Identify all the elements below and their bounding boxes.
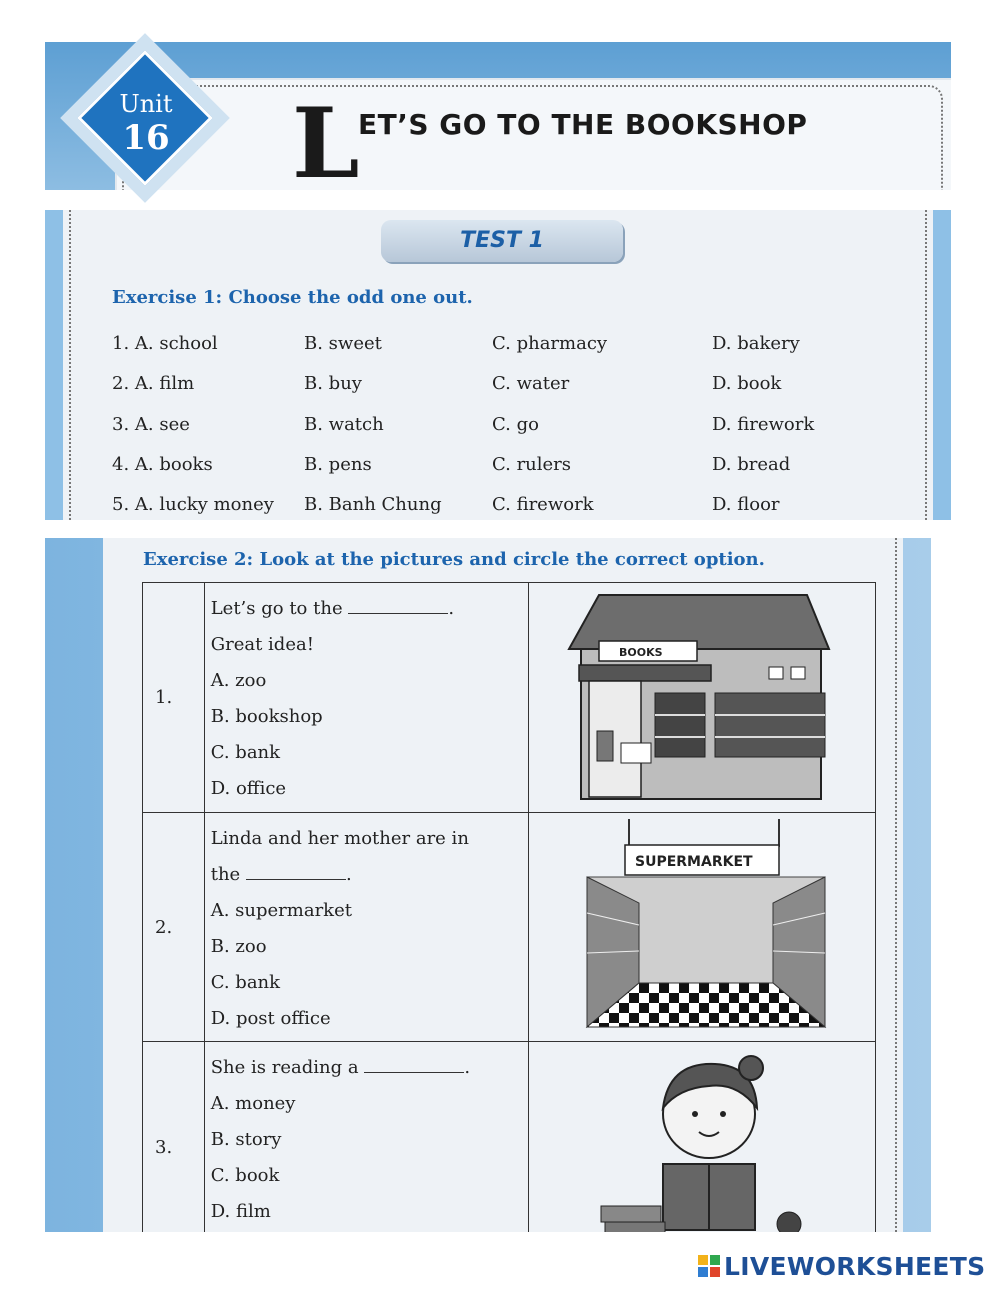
ex1-q3-option-c: C. go — [492, 414, 539, 435]
supermarket-sign-text: SUPERMARKET — [634, 854, 753, 870]
question-text — [204, 813, 528, 1042]
test-label: TEST 1 — [381, 220, 623, 262]
title-initial: L — [292, 87, 360, 200]
liveworksheets-logo-icon — [698, 1253, 722, 1279]
answer-blank[interactable] — [246, 864, 346, 880]
ex1-q1-option-d: D. bakery — [712, 333, 800, 354]
ex1-q2-option-d: D. book — [712, 373, 782, 394]
ex1-q4-option-a: 4. A. books — [112, 454, 213, 475]
ex1-q1-option-b: B. sweet — [304, 333, 382, 354]
prompt-end: . — [464, 1057, 471, 1078]
option-d[interactable]: D. office — [210, 778, 287, 799]
bookshelf-right — [715, 693, 825, 757]
ex1-q2-option-a: 2. A. film — [112, 373, 195, 394]
ex1-q2-option-b: B. buy — [304, 373, 362, 394]
option-b[interactable]: B. story — [210, 1129, 282, 1150]
reading-girl-picture-cell — [528, 1042, 875, 1254]
prompt-end: . — [448, 598, 455, 619]
bookshop-picture-cell — [528, 583, 875, 813]
option-c[interactable]: C. bank — [210, 742, 281, 763]
ex1-q5-option-c: C. firework — [492, 494, 594, 515]
shop-sign-text: BOOKS — [618, 646, 663, 659]
ex1-q3-option-d: D. firework — [712, 414, 815, 435]
exercise2-table — [142, 582, 876, 1254]
ex1-q3-option-b: B. watch — [304, 414, 384, 435]
notice — [621, 743, 651, 763]
ex1-q4-option-b: B. pens — [304, 454, 372, 475]
question-reply: Great idea! — [210, 634, 314, 655]
table-row — [143, 813, 876, 1042]
ex1-q5-option-b: B. Banh Chung — [304, 494, 442, 515]
answer-blank[interactable] — [364, 1057, 464, 1073]
option-c[interactable]: C. book — [210, 1165, 280, 1186]
book-stack-1 — [601, 1206, 661, 1222]
window-small-2 — [791, 667, 805, 679]
question-number: 1. — [143, 583, 205, 813]
reading-girl-illustration — [529, 1042, 875, 1248]
unit-number: 16 — [122, 118, 170, 158]
bookshop-illustration — [529, 583, 875, 807]
exercise1-title: Exercise 1: Choose the odd one out. — [112, 287, 473, 308]
answer-blank[interactable] — [348, 598, 448, 614]
ex1-q4-option-c: C. rulers — [492, 454, 572, 475]
window-small-1 — [769, 667, 783, 679]
option-b[interactable]: B. zoo — [210, 936, 267, 957]
question-number: 3. — [143, 1042, 205, 1254]
question-prompt: Let’s go to the — [210, 598, 343, 619]
ex1-q1-option-a: 1. A. school — [112, 333, 218, 354]
option-c[interactable]: C. bank — [210, 972, 281, 993]
exercise2-title: Exercise 2: Look at the pictures and circle the correct option. — [143, 549, 765, 570]
option-d[interactable]: D. film — [210, 1201, 271, 1222]
supermarket-picture-cell — [528, 813, 875, 1042]
prompt-end: . — [345, 864, 352, 885]
question-prompt: Linda and her mother are in — [210, 828, 469, 849]
ex1-q2-option-c: C. water — [492, 373, 570, 394]
option-b[interactable]: B. bookshop — [210, 706, 323, 727]
table-row — [143, 583, 876, 813]
bookshelf-left — [655, 693, 705, 757]
liveworksheets-brand[interactable]: LIVEWORKSHEETS — [724, 1252, 986, 1281]
ex1-q5-option-d: D. floor — [712, 494, 780, 515]
supermarket-illustration — [529, 813, 875, 1035]
option-a[interactable]: A. supermarket — [210, 900, 352, 921]
option-d[interactable]: D. post office — [210, 1008, 331, 1029]
page-title: ET’S GO TO THE BOOKSHOP — [358, 108, 808, 141]
table-row — [143, 1042, 876, 1254]
ex1-q1-option-c: C. pharmacy — [492, 333, 608, 354]
unit-label: Unit — [119, 90, 173, 118]
question-text — [204, 583, 528, 813]
option-a[interactable]: A. zoo — [210, 670, 267, 691]
hair-bun — [739, 1056, 763, 1080]
option-a[interactable]: A. money — [210, 1093, 296, 1114]
awning — [579, 665, 711, 681]
ex1-q3-option-a: 3. A. see — [112, 414, 190, 435]
question-prompt-cont: the — [210, 864, 241, 885]
counter — [597, 731, 613, 761]
question-prompt: She is reading a — [210, 1057, 359, 1078]
ex1-q4-option-d: D. bread — [712, 454, 791, 475]
ex1-q5-option-a: 5. A. lucky money — [112, 494, 274, 515]
question-number: 2. — [143, 813, 205, 1042]
question-text — [204, 1042, 528, 1254]
